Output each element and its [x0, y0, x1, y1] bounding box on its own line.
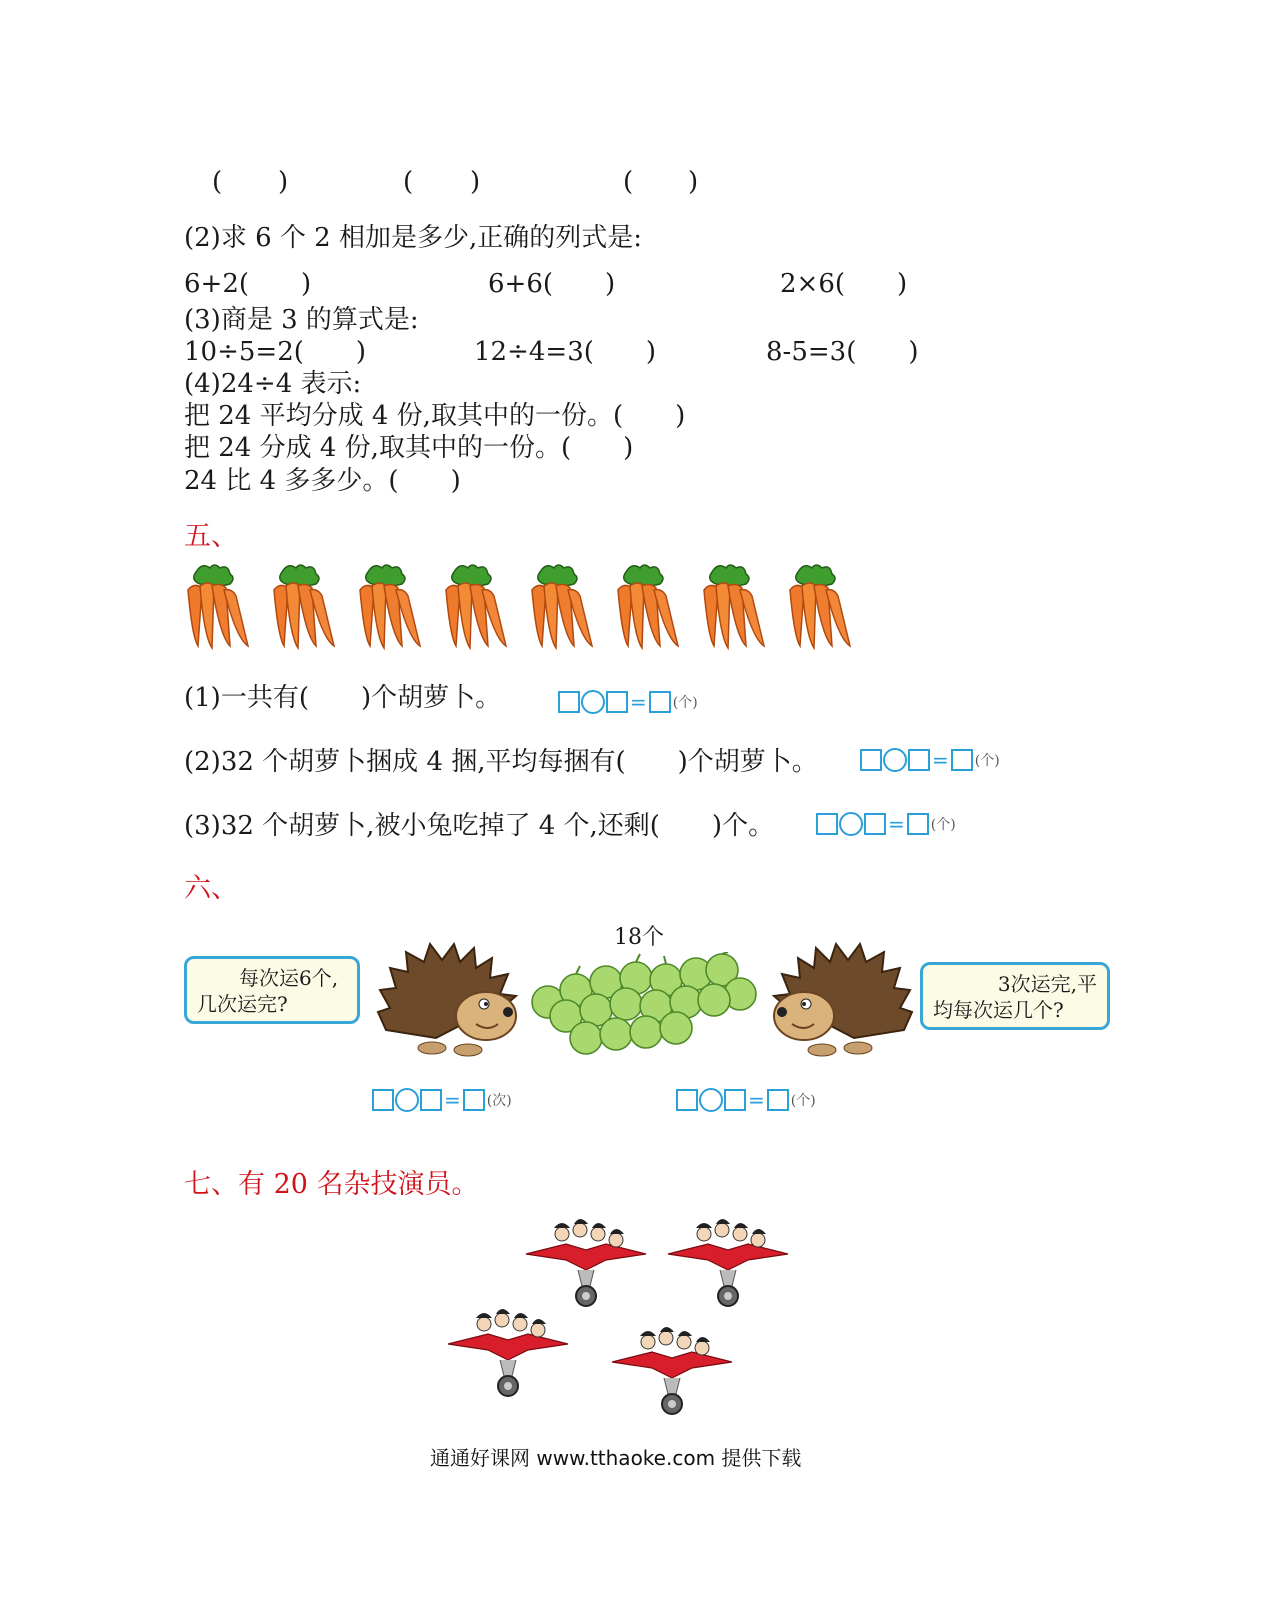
s6-equation-1 — [372, 1088, 512, 1112]
answer-box[interactable] — [860, 749, 882, 771]
carrot-bunch-3 — [360, 565, 420, 648]
unit-label: (个) — [672, 695, 698, 711]
s5-question-2: (2)32 个胡萝卜捆成 4 捆,平均每捆有( )个胡萝卜。 — [184, 747, 818, 777]
unit-label: (个) — [930, 817, 956, 833]
bubble-left-line-1: 每次运6个, — [239, 966, 339, 990]
s5-question-3: (3)32 个胡萝卜,被小兔吃掉了 4 个,还剩( )个。 — [184, 811, 775, 841]
q4-option-2: 把 24 分成 4 份,取其中的一份。( ) — [184, 433, 634, 463]
answer-box[interactable] — [724, 1089, 746, 1111]
bubble-right-line-1: 3次运完,平 — [997, 972, 1097, 996]
speech-bubble-left — [184, 956, 360, 1024]
acrobat-group-2 — [668, 1219, 788, 1306]
paren-open-3: ( — [623, 167, 634, 197]
q2-option-2: 6+6( ) — [488, 269, 616, 299]
answer-box[interactable] — [676, 1089, 698, 1111]
answer-box[interactable] — [816, 813, 838, 835]
q3-option-2: 12÷4=3( ) — [474, 337, 657, 367]
paren-close-1: ) — [278, 167, 289, 197]
paren-close-2: ) — [470, 167, 481, 197]
carrot-bunch-8 — [790, 565, 850, 648]
equals-sign: = — [748, 1088, 765, 1112]
answer-box[interactable] — [951, 749, 973, 771]
q2-title: (2)求 6 个 2 相加是多少,正确的列式是: — [184, 223, 642, 253]
q3-option-1: 10÷5=2( ) — [184, 337, 367, 367]
paren-open-1: ( — [212, 167, 223, 197]
answer-box[interactable] — [767, 1089, 789, 1111]
acrobat-group-4 — [612, 1327, 732, 1414]
answer-box[interactable] — [372, 1089, 394, 1111]
unit-label: (个) — [790, 1093, 816, 1109]
q2-option-1: 6+2( ) — [184, 269, 312, 299]
s5-equation-3 — [816, 812, 956, 836]
carrot-bunch-1 — [188, 565, 248, 648]
bubble-right-line-2: 均每次运几个? — [933, 998, 1064, 1022]
unit-label: (个) — [974, 753, 1000, 769]
equals-sign: = — [444, 1088, 461, 1112]
q4-option-3: 24 比 4 多多少。( ) — [184, 466, 461, 496]
equals-sign: = — [630, 690, 647, 714]
equals-sign: = — [932, 748, 949, 772]
answer-box[interactable] — [606, 691, 628, 713]
speech-bubble-right — [920, 962, 1110, 1030]
operator-circle[interactable] — [839, 812, 863, 836]
q2-option-3: 2×6( ) — [780, 269, 908, 299]
unit-label: (次) — [486, 1093, 512, 1109]
carrot-bunch-6 — [618, 565, 678, 648]
operator-circle[interactable] — [581, 690, 605, 714]
hedgehog-right — [764, 942, 914, 1060]
carrot-row — [178, 560, 868, 655]
s6-equation-2 — [676, 1088, 816, 1112]
section6-heading: 六、 — [184, 873, 238, 904]
answer-box[interactable] — [908, 749, 930, 771]
hedgehog-left — [376, 942, 526, 1060]
answer-box[interactable] — [649, 691, 671, 713]
carrot-bunch-2 — [274, 565, 334, 648]
section7-heading: 七、有 20 名杂技演员。 — [184, 1169, 479, 1200]
acrobat-groups — [440, 1206, 800, 1416]
paren-open-2: ( — [403, 167, 414, 197]
s5-equation-2 — [860, 748, 1000, 772]
answer-box[interactable] — [463, 1089, 485, 1111]
answer-box[interactable] — [558, 691, 580, 713]
q4-title: (4)24÷4 表示: — [184, 369, 362, 399]
operator-circle[interactable] — [395, 1088, 419, 1112]
carrot-bunch-4 — [446, 565, 506, 648]
footer-text: 通通好课网 www.tthaoke.com 提供下载 — [430, 1446, 802, 1470]
acrobat-group-3 — [448, 1309, 568, 1396]
answer-box[interactable] — [420, 1089, 442, 1111]
apple-pile — [526, 952, 762, 1060]
s5-question-1: (1)一共有( )个胡萝卜。 — [184, 683, 502, 713]
q4-option-1: 把 24 平均分成 4 份,取其中的一份。( ) — [184, 401, 686, 431]
paren-close-3: ) — [688, 167, 699, 197]
q3-option-3: 8-5=3( ) — [766, 337, 919, 367]
answer-box[interactable] — [907, 813, 929, 835]
q3-title: (3)商是 3 的算式是: — [184, 305, 419, 335]
bubble-left-line-2: 几次运完? — [197, 992, 288, 1016]
carrot-bunch-7 — [704, 565, 764, 648]
s5-equation-1 — [558, 690, 698, 714]
operator-circle[interactable] — [699, 1088, 723, 1112]
section5-heading: 五、 — [184, 521, 238, 552]
acrobat-group-1 — [526, 1219, 646, 1306]
carrot-bunch-5 — [532, 565, 592, 648]
equals-sign: = — [888, 812, 905, 836]
apple-count-label: 18个 — [614, 925, 664, 950]
answer-box[interactable] — [864, 813, 886, 835]
operator-circle[interactable] — [883, 748, 907, 772]
